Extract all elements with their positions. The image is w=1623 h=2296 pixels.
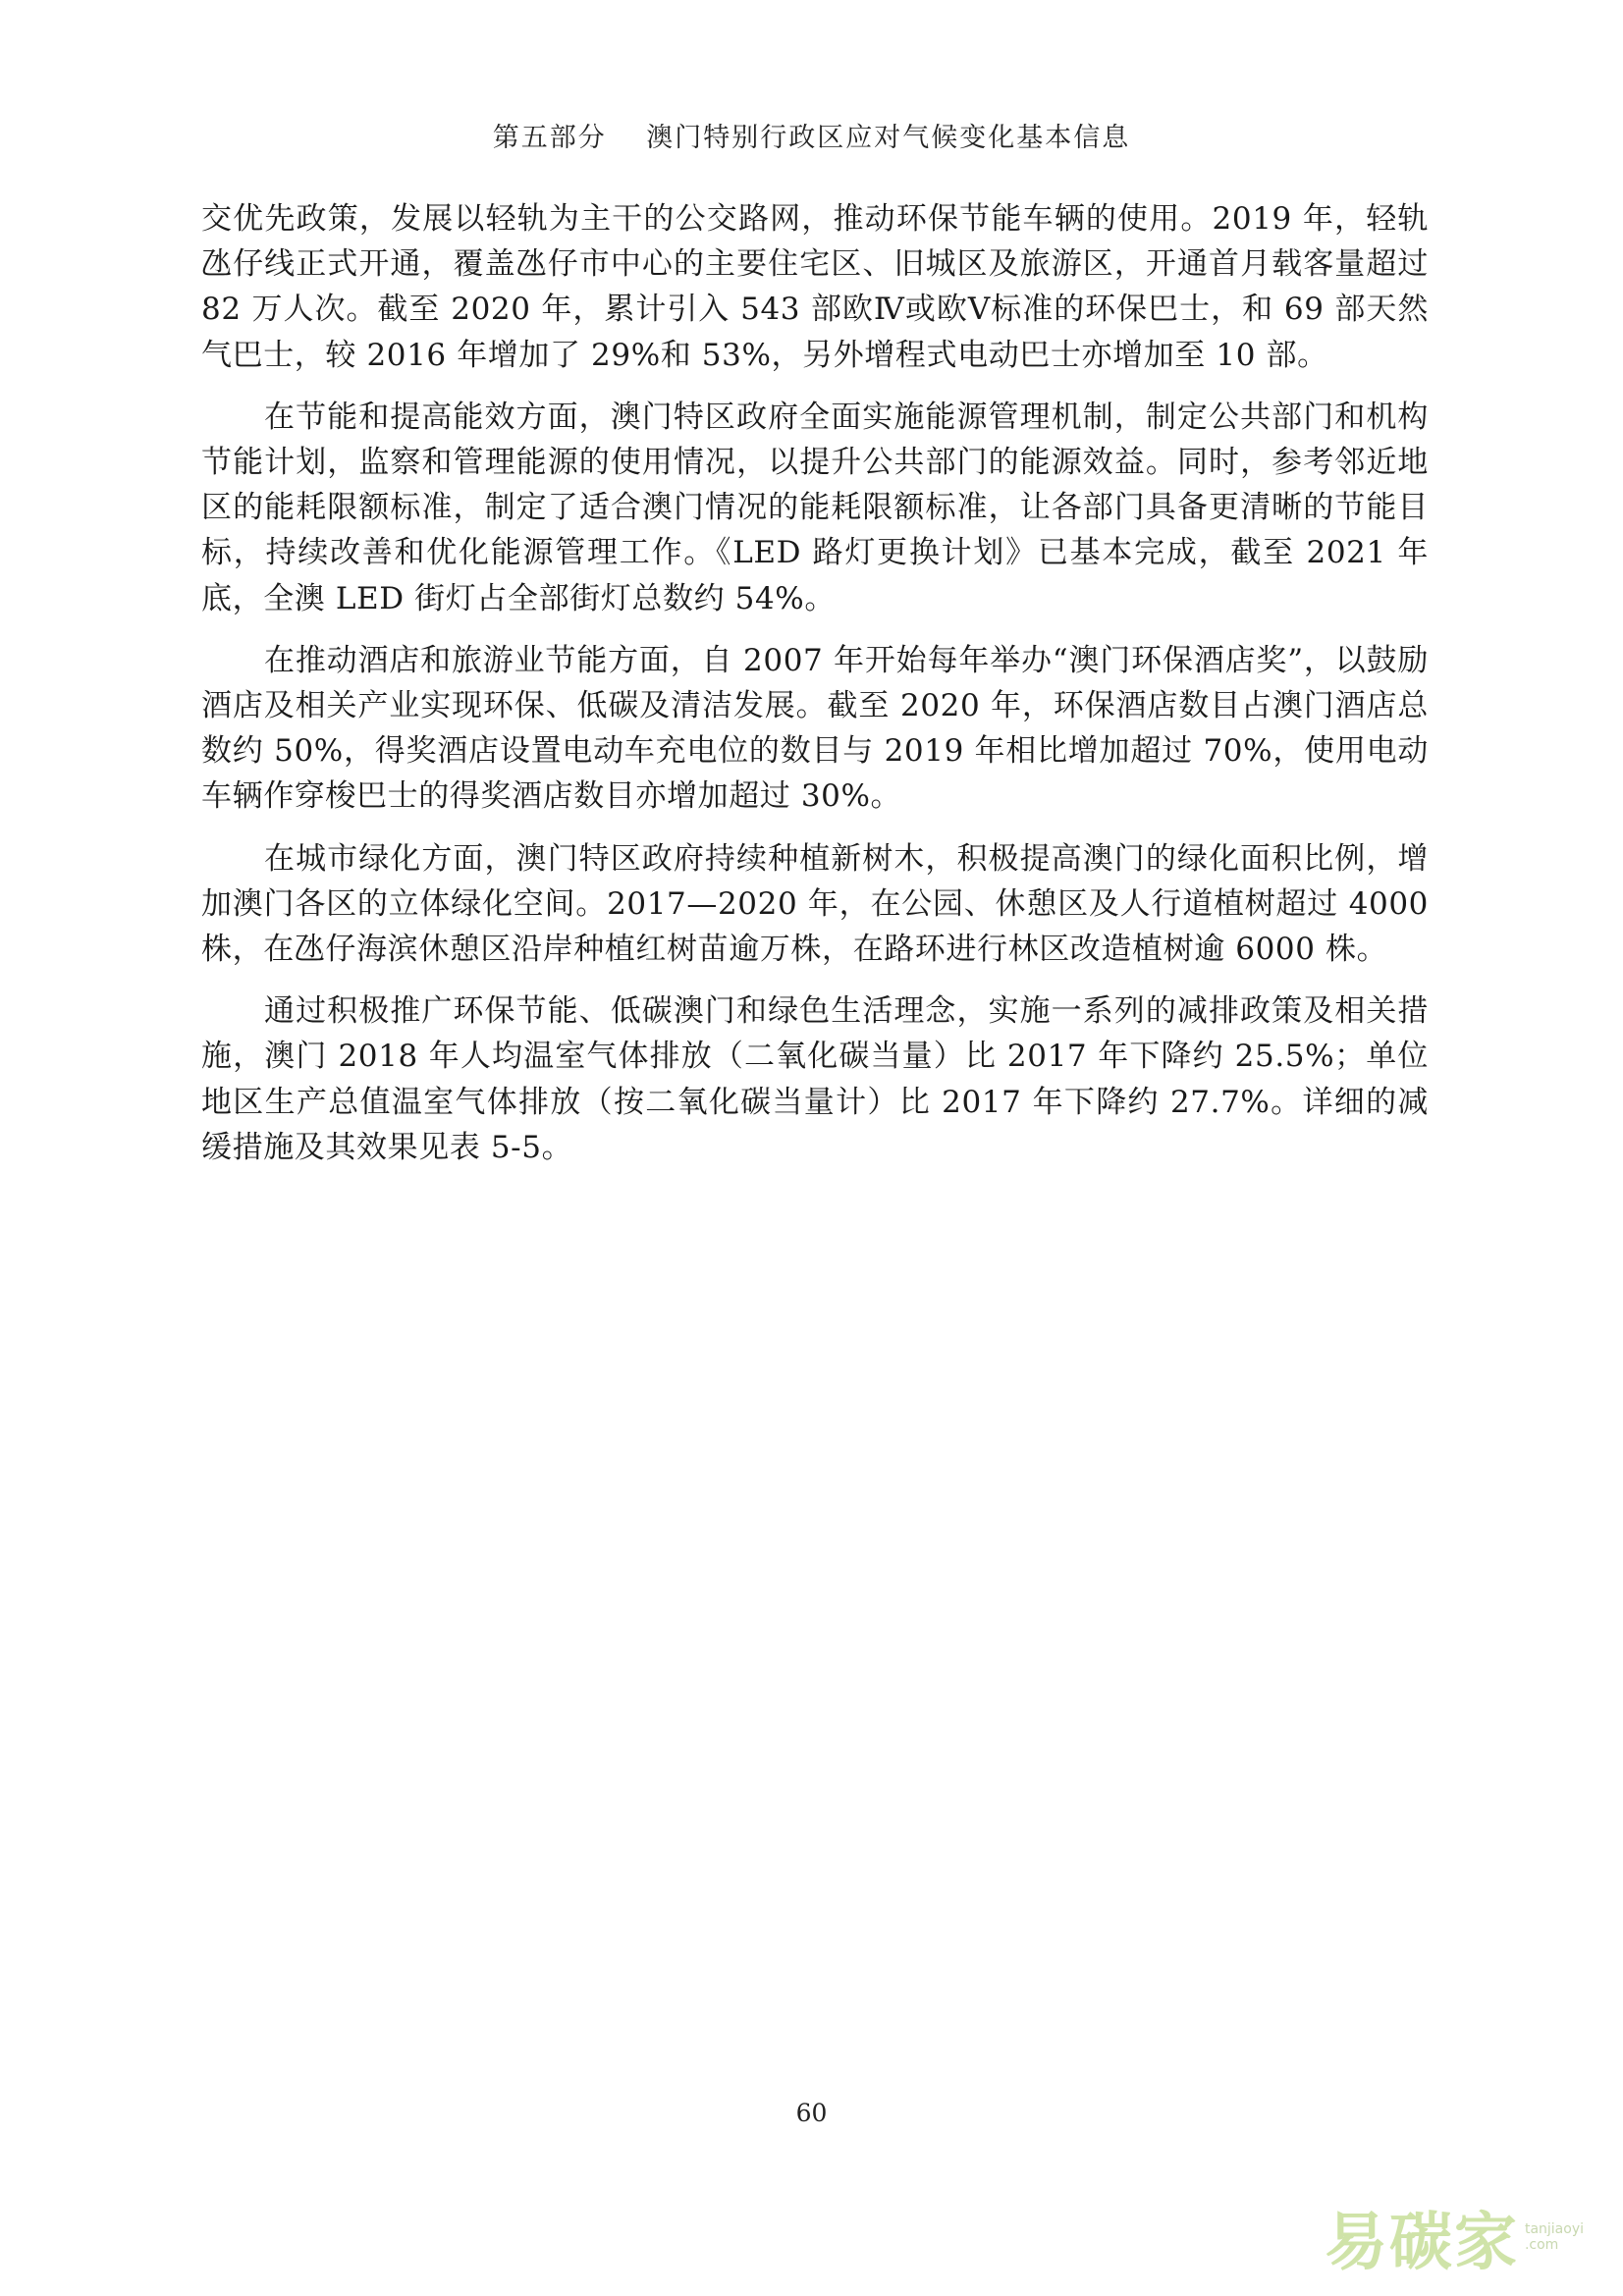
header-part-label: 第五部分 xyxy=(492,123,607,153)
paragraph-1: 交优先政策，发展以轻轨为主干的公交路网，推动环保节能车辆的使用。2019 年，轻轨氹仔线正式开通，覆盖氹仔市中心的主要住宅区、旧城区及旅游区，开通首月载客量超过 82 万人次。截至 2020 年，累计引入 543 部欧Ⅳ或欧Ⅴ标准的环保巴士，和 69 部天然气巴士，较 2016 年增加了 29%和 53%，另外增程式电动巴士亦增加至 10 部。 xyxy=(201,201,1429,373)
running-header xyxy=(0,116,1623,154)
page-number: 60 xyxy=(795,2099,828,2127)
watermark-domain-line1: tanjiaoyi xyxy=(1524,2221,1584,2237)
watermark-domain-line2: .com xyxy=(1524,2237,1559,2253)
watermark-brand: 易碳家 xyxy=(1324,2207,1519,2279)
paragraph-5: 通过积极推广环保节能、低碳澳门和绿色生活理念，实施一系列的减排政策及相关措施，澳门 2018 年人均温室气体排放（二氧化碳当量）比 2017 年下降约 25.5%；单位地区生产总值温室气体排放（按二氧化碳当量计）比 2017 年下降约 27.7%。详细的减缓措施及其效果见表 5-5。 xyxy=(201,993,1429,1165)
watermark-domain xyxy=(1525,2221,1584,2253)
body-text xyxy=(201,196,1429,1187)
watermark-logo xyxy=(1325,2192,1584,2282)
paragraph-2: 在节能和提高能效方面，澳门特区政府全面实施能源管理机制，制定公共部门和机构节能计划，监察和管理能源的使用情况，以提升公共部门的能源效益。同时，参考邻近地区的能耗限额标准，制定了适合澳门情况的能耗限额标准，让各部门具备更清晰的节能目标，持续改善和优化能源管理工作。《LED 路灯更换计划》已基本完成，截至 2021 年底，全澳 LED 街灯占全部街灯总数约 54%。 xyxy=(201,399,1429,616)
header-title: 澳门特别行政区应对气候变化基本信息 xyxy=(646,123,1131,153)
paragraph-4: 在城市绿化方面，澳门特区政府持续种植新树木，积极提高澳门的绿化面积比例，增加澳门各区的立体绿化空间。2017—2020 年，在公园、休憩区及人行道植树超过 4000 株，在氹仔海滨休憩区沿岸种植红树苗逾万株，在路环进行林区改造植树逾 6000 株。 xyxy=(201,840,1429,968)
paragraph-3: 在推动酒店和旅游业节能方面，自 2007 年开始每年举办“澳门环保酒店奖”，以鼓励酒店及相关产业实现环保、低碳及清洁发展。截至 2020 年，环保酒店数目占澳门酒店总数约 50%，得奖酒店设置电动车充电位的数目与 2019 年相比增加超过 70%，使用电动车辆作穿梭巴士的得奖酒店数目亦增加超过 30%。 xyxy=(201,642,1429,815)
